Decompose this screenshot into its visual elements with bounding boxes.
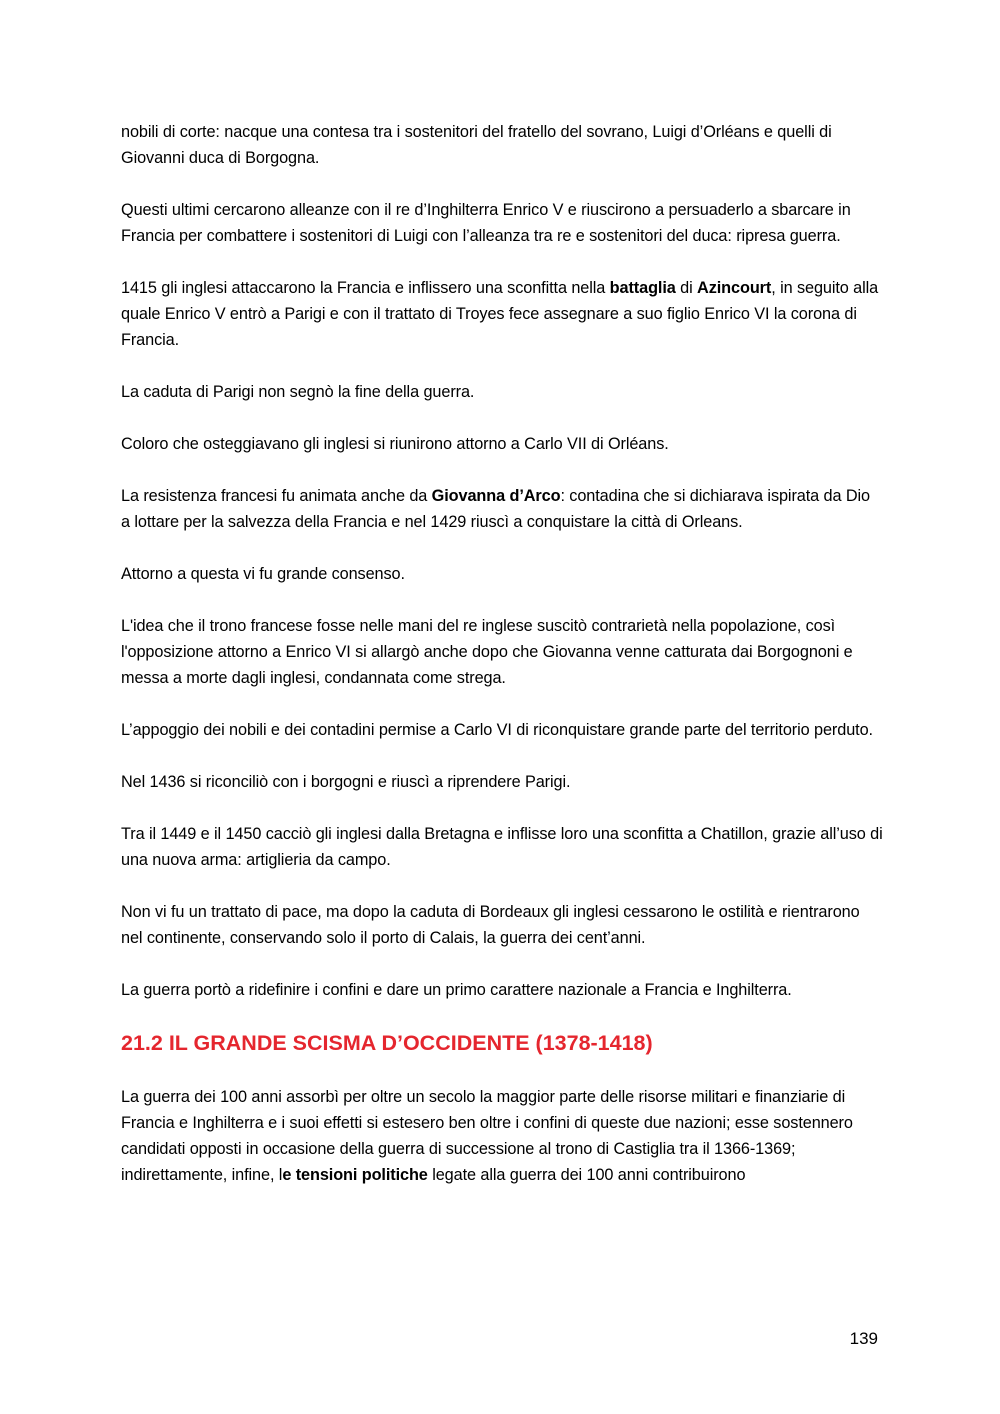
body-text-before-heading <box>121 119 883 1003</box>
paragraph <box>121 119 883 171</box>
text-run: Coloro che osteggiavano gli inglesi si riunirono attorno a Carlo VII di Orléans. <box>121 435 669 453</box>
page-body <box>121 119 883 1214</box>
paragraph <box>121 379 883 405</box>
paragraph <box>121 717 883 743</box>
text-run: Non vi fu un trattato di pace, ma dopo la caduta di Bordeaux gli inglesi cessarono le ostilità e rientrarono nel continente, conservando solo il porto di Calais, la guerra dei cent’anni. <box>121 903 860 947</box>
paragraph <box>121 483 883 535</box>
text-run: , in seguito alla quale Enrico V entrò a Parigi e con il trattato di Troyes fece assegnare a suo figlio Enrico VI la corona di Francia. <box>121 279 879 349</box>
text-run: L'idea che il trono francese fosse nelle mani del re inglese suscitò contrarietà nella popolazione, così l'opposizione attorno a Enrico VI si allargò anche dopo che Giovanna venne catturata dai Borgognoni e messa a morte dagli inglesi, condannata come strega. <box>121 617 853 687</box>
text-run: Nel 1436 si riconciliò con i borgogni e riuscì a riprendere Parigi. <box>121 773 571 791</box>
bold-term: e tensioni politiche <box>282 1166 428 1184</box>
text-run: nobili di corte: nacque una contesa tra i sostenitori del fratello del sovrano, Luigi d’Orléans e quelli di Giovanni duca di Borgogna. <box>121 123 832 167</box>
paragraph <box>121 197 883 249</box>
paragraph <box>121 769 883 795</box>
paragraph <box>121 613 883 691</box>
body-text-after-heading <box>121 1084 883 1188</box>
paragraph <box>121 899 883 951</box>
paragraph <box>121 821 883 873</box>
text-run: : contadina che si dichiarava ispirata da Dio a lottare per la salvezza della Francia e nel 1429 riuscì a conquistare la città di Orleans. <box>121 487 870 531</box>
paragraph <box>121 1084 883 1188</box>
bold-term: Azincourt <box>697 279 772 297</box>
bold-term: Giovanna d’Arco <box>431 487 561 505</box>
paragraph <box>121 431 883 457</box>
text-run: di <box>675 279 698 297</box>
bold-term: battaglia <box>609 279 676 297</box>
section-heading: 21.2 IL GRANDE SCISMA D’OCCIDENTE (1378-1418) <box>121 1031 653 1055</box>
paragraph <box>121 977 883 1003</box>
text-run: La resistenza francesi fu animata anche da <box>121 487 432 505</box>
text-run: La guerra portò a ridefinire i confini e dare un primo carattere nazionale a Francia e Inghilterra. <box>121 981 792 999</box>
text-run: 1415 gli inglesi attaccarono la Francia e inflissero una sconfitta nella <box>121 279 610 297</box>
text-run: Tra il 1449 e il 1450 cacciò gli inglesi dalla Bretagna e inflisse loro una sconfitta a Chatillon, grazie all’uso di una nuova arma: artiglieria da campo. <box>121 825 883 869</box>
paragraph <box>121 275 883 353</box>
text-run: L’appoggio dei nobili e dei contadini permise a Carlo VI di riconquistare grande parte del territorio perduto. <box>121 721 873 739</box>
page-number: 139 <box>849 1329 878 1348</box>
text-run: legate alla guerra dei 100 anni contribuirono <box>427 1166 746 1184</box>
paragraph <box>121 561 883 587</box>
text-run: Attorno a questa vi fu grande consenso. <box>121 565 405 583</box>
text-run: Questi ultimi cercarono alleanze con il re d’Inghilterra Enrico V e riuscirono a persuaderlo a sbarcare in Francia per combattere i sostenitori di Luigi con l’alleanza tra re e sostenitori del duca: ripresa guerra. <box>121 201 851 245</box>
text-run: La guerra dei 100 anni assorbì per oltre un secolo la maggior parte delle risorse militari e finanziarie di Francia e Inghilterra e i suoi effetti si estesero ben oltre i confini di queste due nazioni; esse sostennero candidati opposti in occasione della guerra di successione al trono di Castiglia tra il 1366-1369; indirettamente, infine, l <box>121 1088 853 1184</box>
text-run: La caduta di Parigi non segnò la fine della guerra. <box>121 383 475 401</box>
